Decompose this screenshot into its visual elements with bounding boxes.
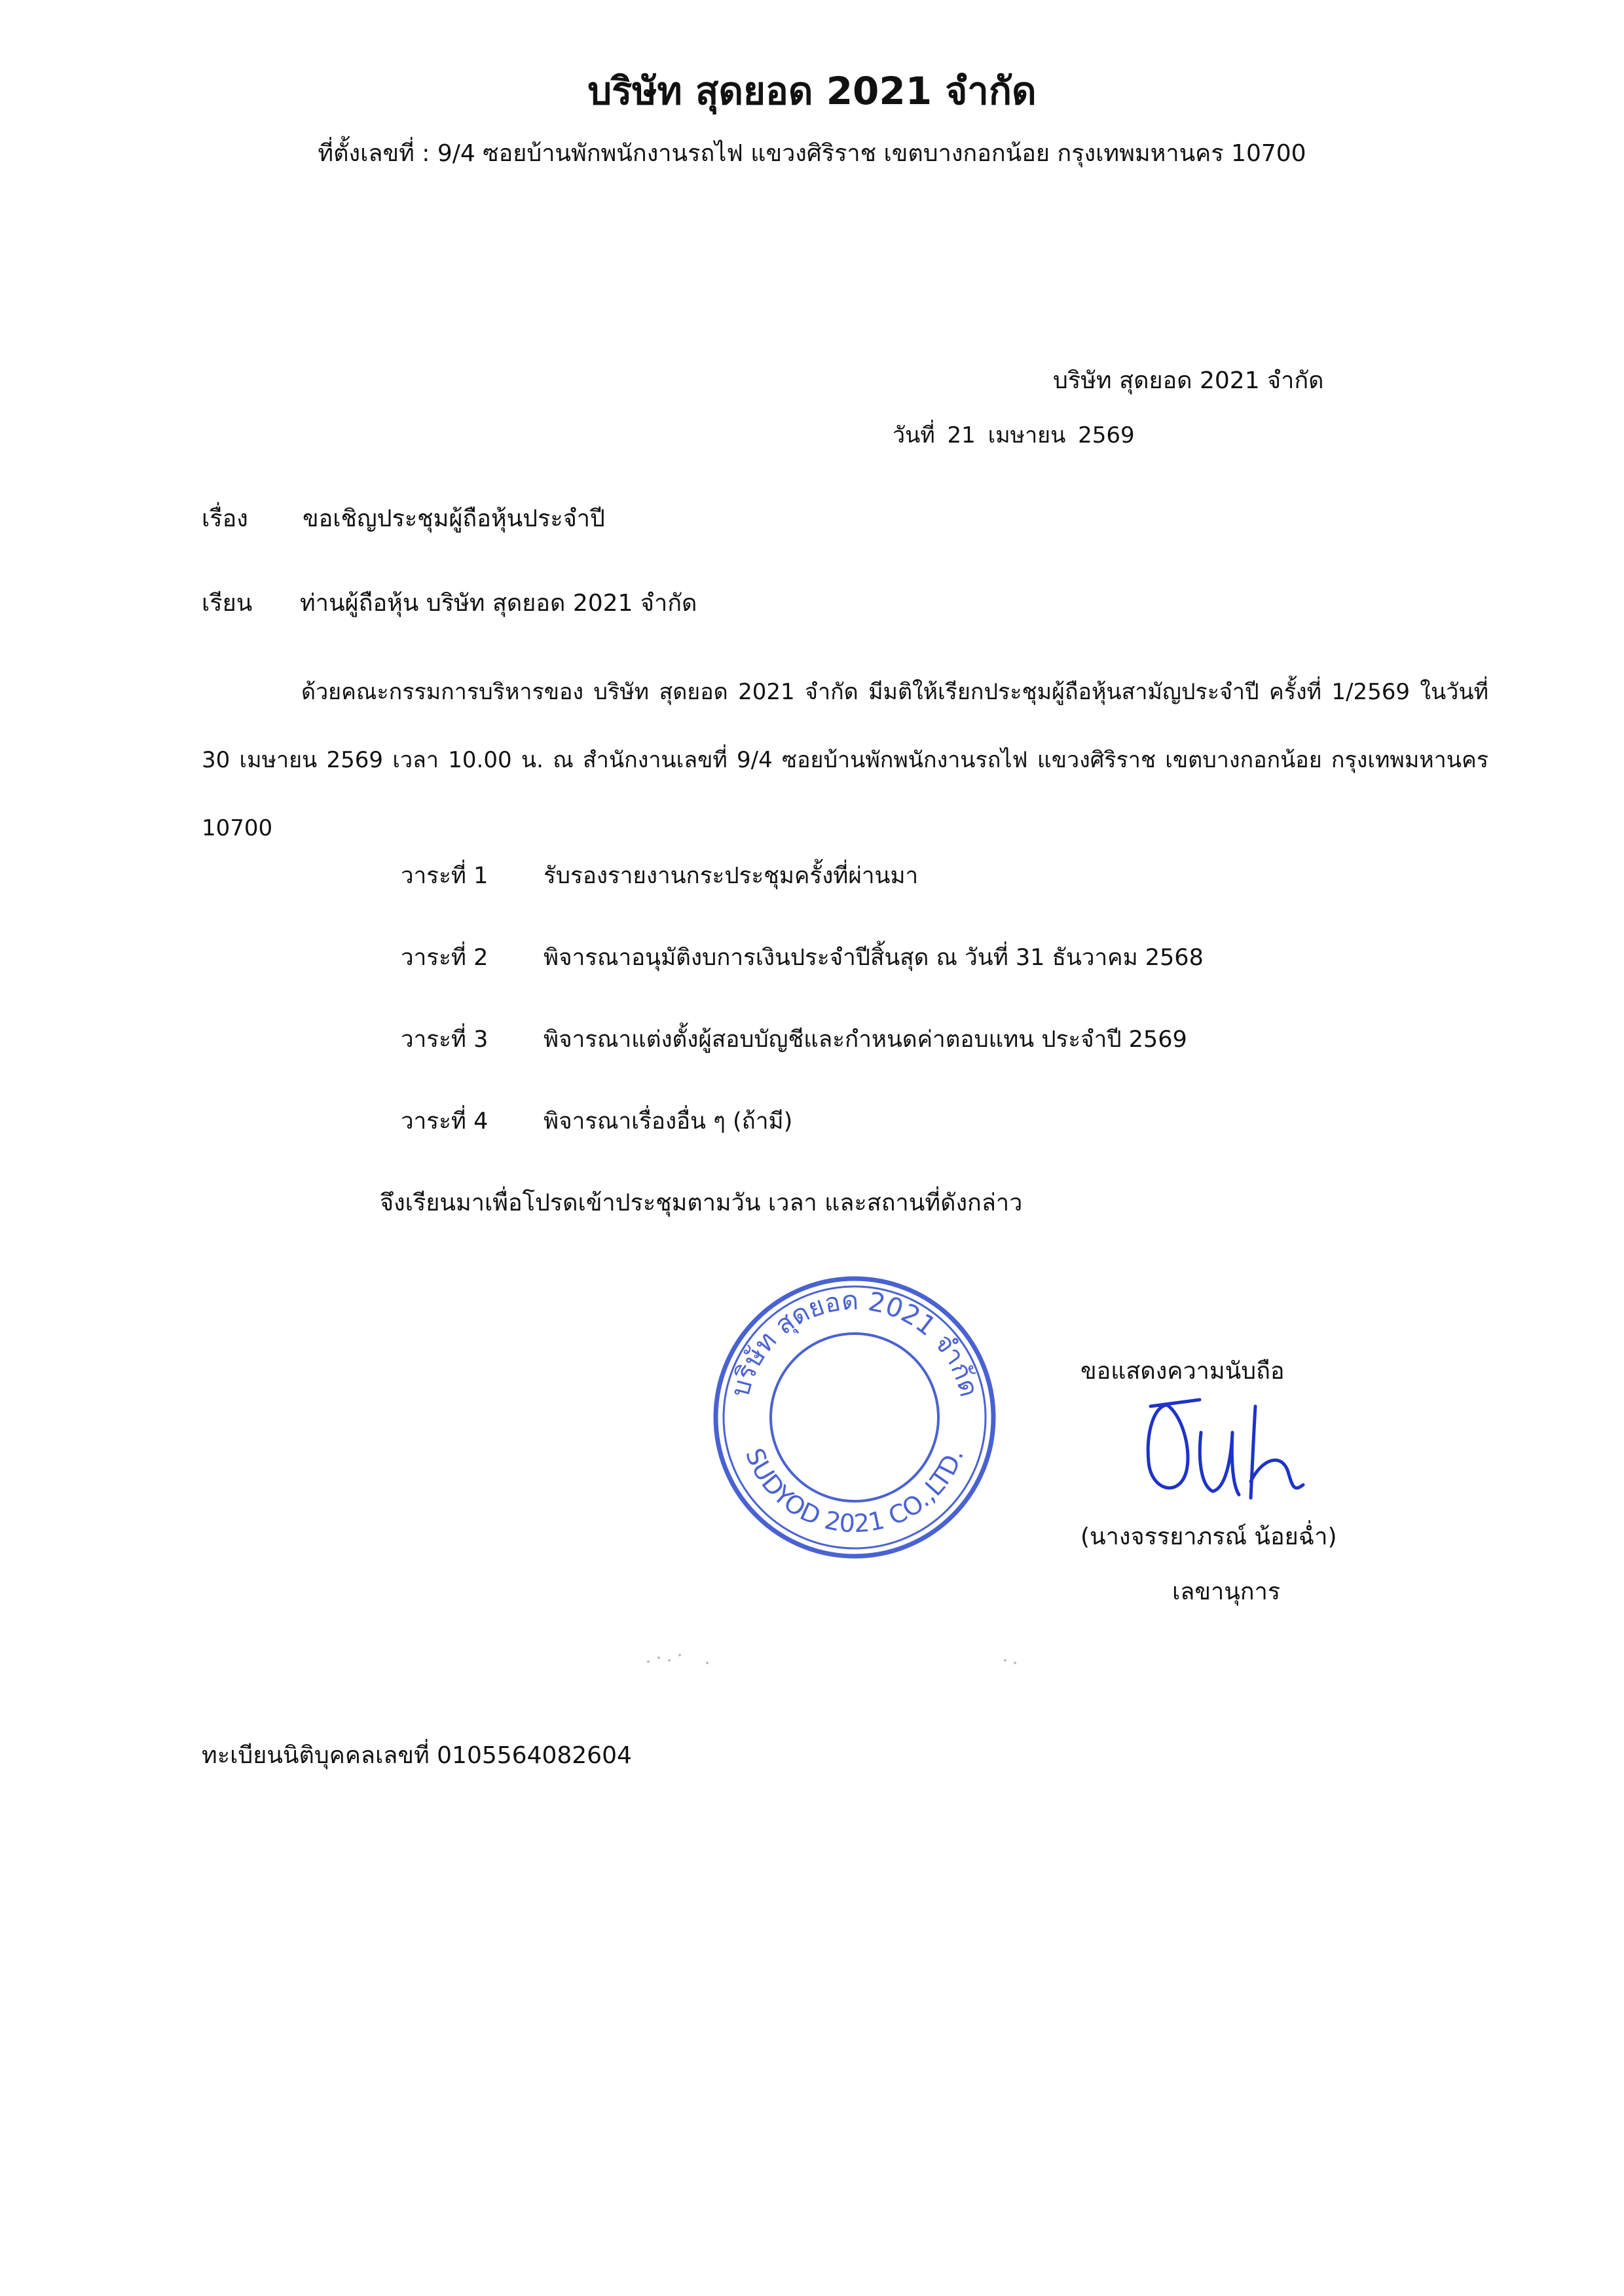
agenda-item	[401, 1103, 792, 1139]
agenda-text: พิจารณาอนุมัติงบการเงินประจำปีสิ้นสุด ณ วันที่ 31 ธันวาคม 2568	[544, 945, 1204, 971]
agenda-number: วาระที่ 4	[401, 1108, 489, 1135]
registration-number: ทะเบียนนิติบุคคลเลขที่ 0105564082604	[202, 1742, 632, 1769]
agenda-number: วาระที่ 3	[401, 1027, 489, 1053]
letter-date: วันที่ 21 เมษายน 2569	[893, 422, 1135, 448]
company-title: บริษัท สุดยอด 2021 จำกัด	[587, 69, 1037, 113]
sender-company: บริษัท สุดยอด 2021 จำกัด	[1053, 367, 1324, 394]
agenda-item	[401, 858, 918, 894]
agenda-text: พิจารณาเรื่องอื่น ๆ (ถ้ามี)	[544, 1108, 793, 1135]
body-paragraph: ด้วยคณะกรรมการบริหารของ บริษัท สุดยอด 2021 จำกัด มีมติให้เรียกประชุมผู้ถือหุ้นสามัญประจำปี ครั้งที่ 1/2569 ในวันที่ 30 เมษายน 2569 เวลา 10.00 น. ณ สำนักงานเลขที่ 9/4 ซอยบ้านพักพนักงานรถไฟ แขวงศิริราช เขตบางกอกน้อย กรุงเทพมหานคร 10700	[202, 679, 1488, 841]
signer-name: (นางจรรยาภรณ์ น้อยฉ่ำ)	[1080, 1523, 1337, 1550]
stamp-bottom-text: SUDYOD 2021 CO.,LTD.	[739, 1444, 970, 1539]
stamp-top-text: บริษัท สุดยอด 2021 จำกัด	[725, 1285, 984, 1400]
svg-text:SUDYOD 2021 CO.,LTD.	[740, 1444, 969, 1538]
agenda-item	[401, 939, 1204, 975]
scan-specks	[642, 1642, 1035, 1675]
handwritten-signature	[1141, 1393, 1311, 1504]
signer-position: เลขานุการ	[1172, 1578, 1281, 1605]
agenda-text: พิจารณาแต่งตั้งผู้สอบบัญชีและกำหนดค่าตอบแทน ประจำปี 2569	[544, 1027, 1187, 1053]
agenda-item	[401, 1021, 1187, 1057]
svg-text:บริษัท สุดยอด 2021 จำกัด	[725, 1286, 984, 1400]
closing-regards: ขอแสดงความนับถือ	[1080, 1358, 1285, 1385]
agenda-number: วาระที่ 2	[401, 945, 489, 971]
closing-sentence: จึงเรียนมาเพื่อโปรดเข้าประชุมตามวัน เวลา และสถานที่ดังกล่าว	[380, 1190, 1023, 1216]
company-seal-stamp	[704, 1267, 1005, 1568]
recipient-text: ท่านผู้ถือหุ้น บริษัท สุดยอด 2021 จำกัด	[300, 590, 697, 617]
agenda-text: รับรองรายงานกระประชุมครั้งที่ผ่านมา	[544, 863, 919, 889]
recipient-label: เรียน	[202, 590, 253, 617]
subject-label: เรื่อง	[202, 505, 248, 532]
agenda-number: วาระที่ 1	[401, 863, 489, 889]
subject-text: ขอเชิญประชุมผู้ถือหุ้นประจำปี	[303, 505, 605, 532]
company-address: ที่ตั้งเลขที่ : 9/4 ซอยบ้านพักพนักงานรถไฟ แขวงศิริราช เขตบางกอกน้อย กรุงเทพมหานคร 10700	[318, 140, 1306, 167]
